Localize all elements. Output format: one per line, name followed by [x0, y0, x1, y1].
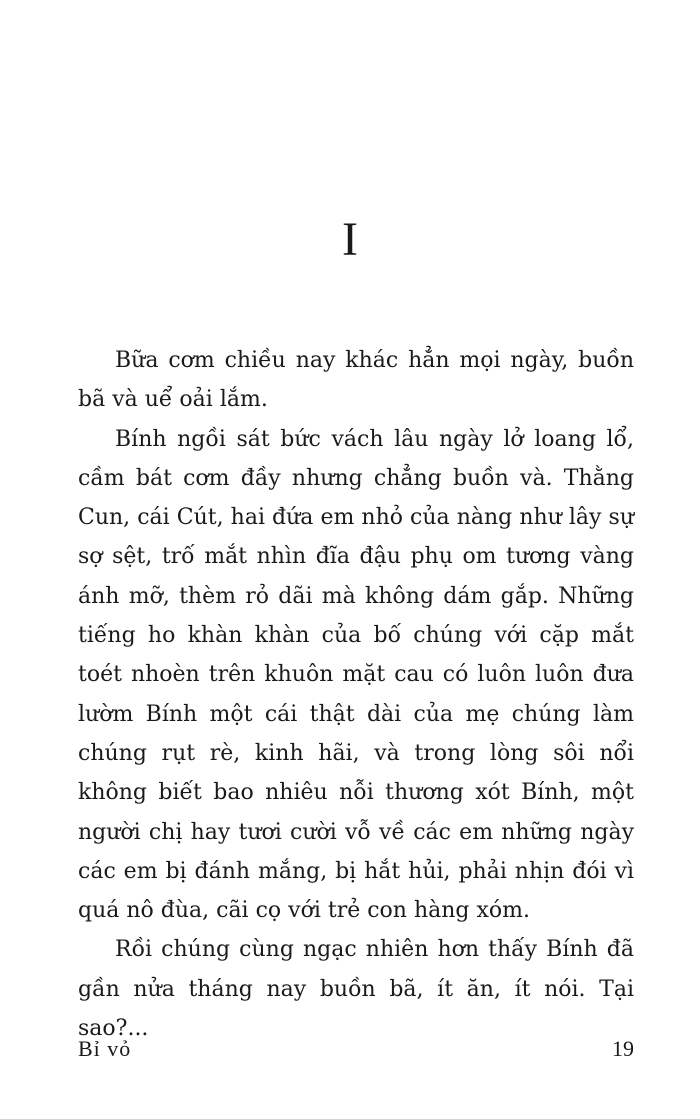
running-title: Bỉ vỏ [78, 1036, 132, 1061]
paragraph-2: Bính ngồi sát bức vách lâu ngày lở loang lổ, cầm bát cơm đầy nhưng chẳng buồn và. Thằng Cun, cái Cút, hai đứa em nhỏ của nàng như lây sự sợ sệt, trố mắt nhìn đĩa đậu phụ om tương vàng ánh mỡ, thèm rỏ dãi mà không dám gắp. Những tiếng ho khàn khàn của bố chúng với cặp mắt toét nhoèn trên khuôn mặt cau có luôn luôn đưa lườm Bính một cái thật dài của mẹ chúng làm chúng rụt rè, kinh hãi, và trong lòng sôi nổi không biết bao nhiêu nỗi thương xót Bính, một người chị hay tươi cười vỗ về các em những ngày các em bị đánh mắng, bị hắt hủi, phải nhịn đói vì quá nô đùa, cãi cọ với trẻ con hàng xóm. [78, 426, 634, 924]
chapter-body [78, 341, 634, 1048]
page-footer [78, 1034, 634, 1064]
page-number: 19 [612, 1036, 634, 1061]
chapter-number: I [342, 213, 358, 266]
paragraph-1: Bữa cơm chiều nay khác hẳn mọi ngày, buồn bã và uể oải lắm. [78, 348, 634, 413]
paragraph-3: Rồi chúng cùng ngạc nhiên hơn thấy Bính đã gần nửa tháng nay buồn bã, ít ăn, ít nói. Tại sao?... [78, 937, 634, 1042]
